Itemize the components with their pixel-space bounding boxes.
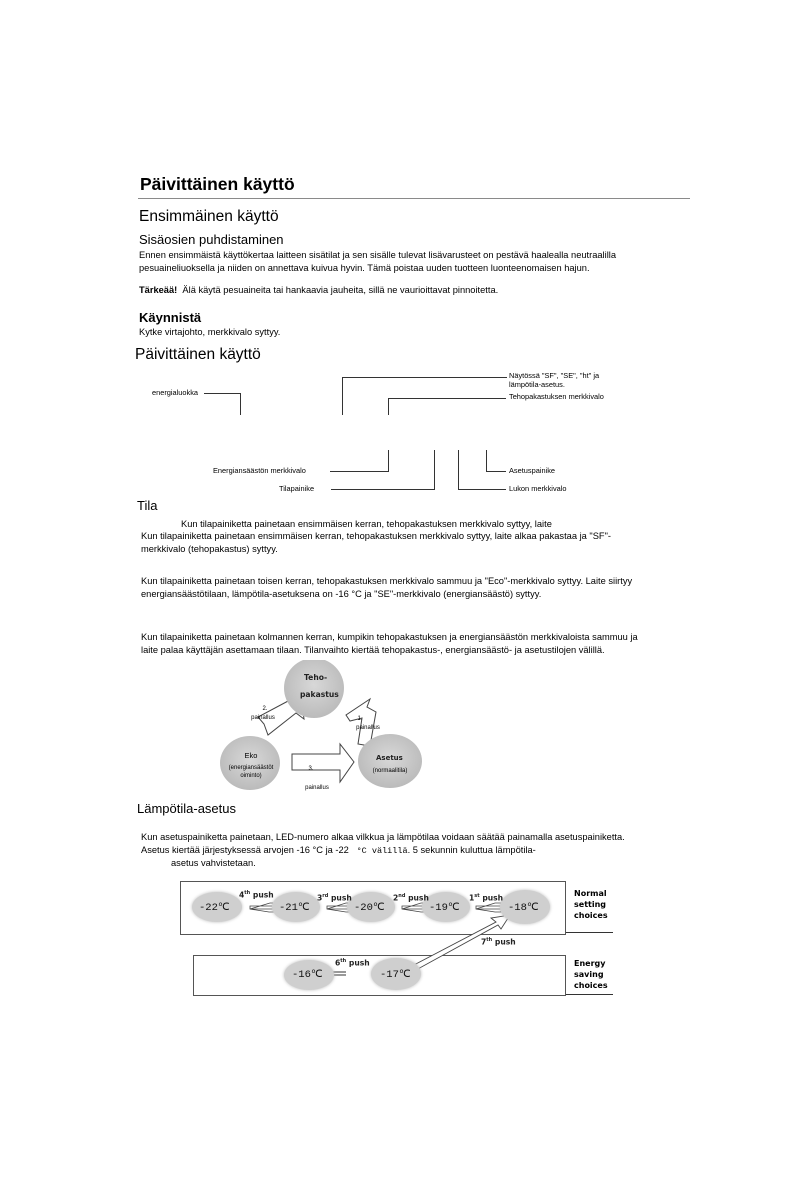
arrow-push-1 bbox=[476, 903, 501, 912]
energy-class-label: energialuokka bbox=[152, 388, 199, 397]
temp-line-2a: Asetus kiertää järjestyksessä arvojen -16 °C ja -22 bbox=[141, 845, 349, 855]
fast-freeze-led-label: Tehopakastuksen merkkivalo bbox=[509, 392, 604, 401]
normal-choices-label: Normal setting choices bbox=[574, 889, 608, 920]
mode-p3-line1: Kun tilapainiketta painetaan kolmannen kerran, kumpikin tehopakastuksen ja energiansäästön merkkivaloista sammuu ja bbox=[141, 632, 638, 642]
eko-sub-1: (energiansäästöt bbox=[228, 765, 274, 771]
temp-line-2b: °C välillä bbox=[356, 846, 408, 856]
energy-saving-led-label: Energiansäästön merkkivalo bbox=[213, 466, 306, 475]
important-text: Älä käytä pesuaineita tai hankaavia jauheita, sillä ne vaurioittavat pinnoitetta. bbox=[182, 285, 499, 295]
mode-p2-line1: Kun tilapainiketta painetaan toisen kerran, tehopakastuksen merkkivalo sammuu ja "Eco"-merkkivalo syttyy. Laite siirtyy bbox=[141, 576, 633, 586]
temp-heading: Lämpötila-asetus bbox=[137, 801, 236, 816]
eko-sub-2: oiminto) bbox=[240, 773, 262, 779]
cleaning-text-2: pesuaineliuoksella ja niiden on annettava kuivua hyvin. Tämä poistaa uuden tuotteen luonteenomaisen hajun. bbox=[139, 263, 590, 273]
press-3-number: 3. bbox=[308, 766, 314, 772]
mode-p1-line2: merkkivalo (tehopakastus) syttyy. bbox=[141, 544, 278, 554]
start-heading: Käynnistä bbox=[139, 310, 202, 325]
daily-use-heading: Päivittäinen käyttö bbox=[135, 346, 261, 363]
mode-button-label: Tilapainike bbox=[279, 484, 315, 493]
press-1-number: 1. bbox=[357, 716, 363, 722]
energy-choices-label: Energy saving choices bbox=[574, 959, 608, 990]
setting-button-label: Asetuspainike bbox=[509, 466, 556, 475]
press-2-number: 2. bbox=[262, 706, 268, 712]
display-label-2: lämpötila-asetus. bbox=[509, 380, 565, 389]
tehopakastus-label-2: pakastus bbox=[300, 690, 339, 699]
lock-led-label: Lukon merkkivalo bbox=[509, 484, 567, 493]
temp-line-3: asetus vahvistetaan. bbox=[171, 858, 256, 868]
eko-oval bbox=[220, 736, 280, 790]
start-text: Kytke virtajohto, merkkivalo syttyy. bbox=[139, 327, 281, 337]
push-2-label: 2nd push bbox=[393, 893, 429, 903]
page-title: Päivittäinen käyttö bbox=[140, 174, 295, 194]
temp-line-1: Kun asetuspainiketta painetaan, LED-numero alkaa vilkkua ja lämpötilaa voidaan säätää painamalla asetuspainiketta. bbox=[141, 832, 625, 842]
press-2-label: painallus bbox=[251, 715, 275, 721]
tehopakastus-oval bbox=[284, 660, 344, 718]
display-label-1: Näytössä "SF", "SE", "ht" ja bbox=[509, 371, 600, 380]
cleaning-heading: Sisäosien puhdistaminen bbox=[139, 232, 284, 247]
mode-p3-line2: laite palaa käyttäjän asettamaan tilaan. Tilanvaihto kiertää tehopakastus-, energiansäästö- ja asetustilojen välillä. bbox=[141, 645, 605, 655]
push-7-label: 7th push bbox=[481, 937, 516, 947]
temp-line-2 bbox=[141, 844, 536, 857]
press-3-label: painallus bbox=[305, 785, 329, 791]
press-1-label: painallus bbox=[356, 725, 380, 731]
first-use-heading: Ensimmäinen käyttö bbox=[139, 208, 279, 225]
arrow-press-3 bbox=[292, 744, 354, 782]
eko-label: Eko bbox=[244, 751, 258, 760]
temp-value-18: -18℃ bbox=[508, 902, 539, 914]
mode-p2-line2: energiansäästötilaan, lämpötila-asetuksena on -16 °C ja "SE"-merkkivalo (energiansäästö) syttyy. bbox=[141, 589, 542, 599]
temp-value-21: -21℃ bbox=[279, 902, 310, 914]
temp-value-17: -17℃ bbox=[380, 969, 411, 981]
cleaning-text-1: Ennen ensimmäistä käyttökertaa laitteen sisätilat ja sen sisälle tulevat lisävarusteet on pestävä haalealla neutraalilla bbox=[139, 250, 616, 260]
temp-value-16: -16℃ bbox=[292, 969, 323, 981]
push-3-label: 3rd push bbox=[317, 893, 352, 903]
temp-value-22: -22℃ bbox=[199, 902, 230, 914]
push-6-label: 6th push bbox=[335, 958, 370, 968]
temp-value-19: -19℃ bbox=[429, 902, 460, 914]
asetus-sub: (normaalitila) bbox=[372, 768, 408, 774]
title-divider bbox=[138, 198, 690, 199]
push-1-label: 1st push bbox=[469, 893, 504, 903]
important-label: Tärkeää! bbox=[139, 285, 178, 295]
mode-overlap-text: Kun tilapainiketta painetaan ensimmäisen kerran, tehopakastuksen merkkivalo syttyy, laite bbox=[181, 519, 552, 529]
temp-line-2c: . 5 sekunnin kuluttua lämpötila- bbox=[407, 845, 536, 855]
mode-heading: Tila bbox=[137, 498, 158, 513]
temp-value-20: -20℃ bbox=[354, 902, 385, 914]
tehopakastus-label-1: Teho- bbox=[304, 673, 328, 682]
mode-p1-line1: Kun tilapainiketta painetaan ensimmäisen kerran, tehopakastuksen merkkivalo syttyy, laite alkaa pakastaa ja "SF"- bbox=[141, 531, 611, 541]
asetus-label: Asetus bbox=[376, 754, 403, 762]
push-4-label: 4th push bbox=[239, 890, 274, 900]
